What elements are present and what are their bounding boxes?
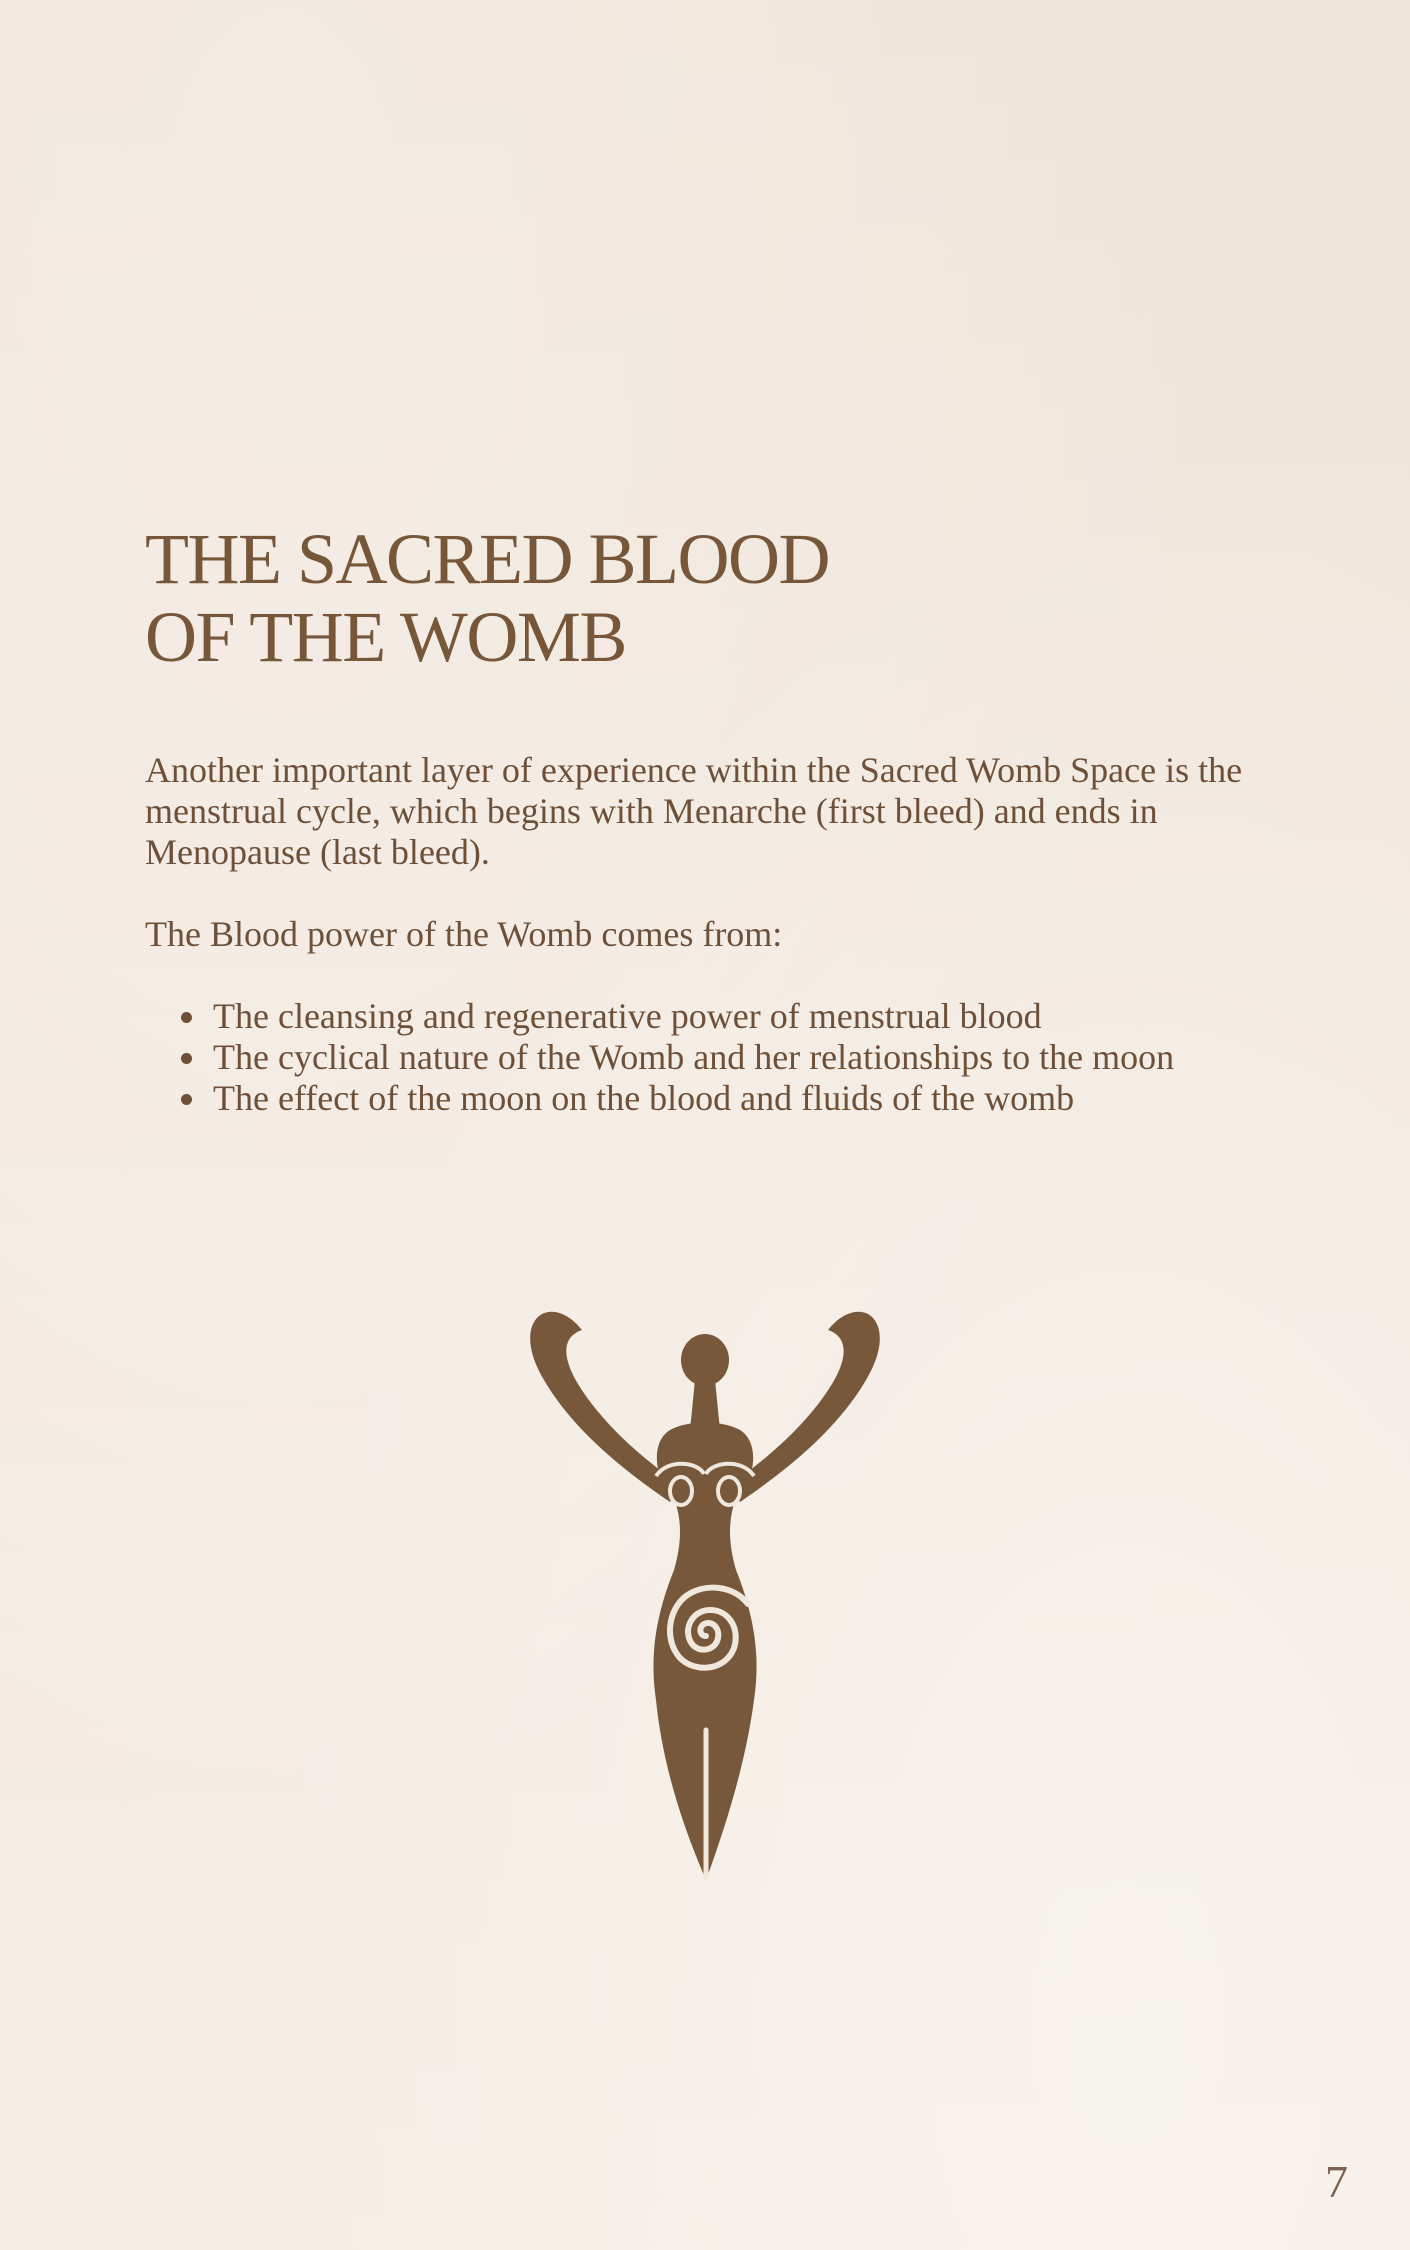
bullet-icon: [181, 1053, 192, 1064]
list-item: [181, 996, 1285, 1037]
bullet-list: [145, 996, 1285, 1119]
body-text: [145, 750, 1285, 1119]
list-intro: The Blood power of the Womb comes from:: [145, 914, 783, 954]
page-title: [145, 520, 829, 676]
title-line-2: OF THE WOMB: [145, 597, 626, 677]
bullet-icon: [181, 1094, 192, 1105]
list-item-text: The cyclical nature of the Womb and her relationships to the moon: [213, 1037, 1175, 1077]
list-item-text: The cleansing and regenerative power of menstrual blood: [213, 996, 1042, 1036]
goddess-figure-icon: [520, 1280, 890, 1890]
page-number: 7: [1325, 2156, 1348, 2207]
list-item: [181, 1037, 1285, 1078]
bullet-icon: [181, 1012, 192, 1023]
list-item: [181, 1078, 1285, 1119]
title-line-1: THE SACRED BLOOD: [145, 519, 830, 599]
list-item-text: The effect of the moon on the blood and fluids of the womb: [213, 1078, 1075, 1118]
body-paragraph: Another important layer of experience within the Sacred Womb Space is the menstrual cycle, which begins with Menarche (first bleed) and ends in Menopause (last bleed).: [145, 750, 1243, 872]
